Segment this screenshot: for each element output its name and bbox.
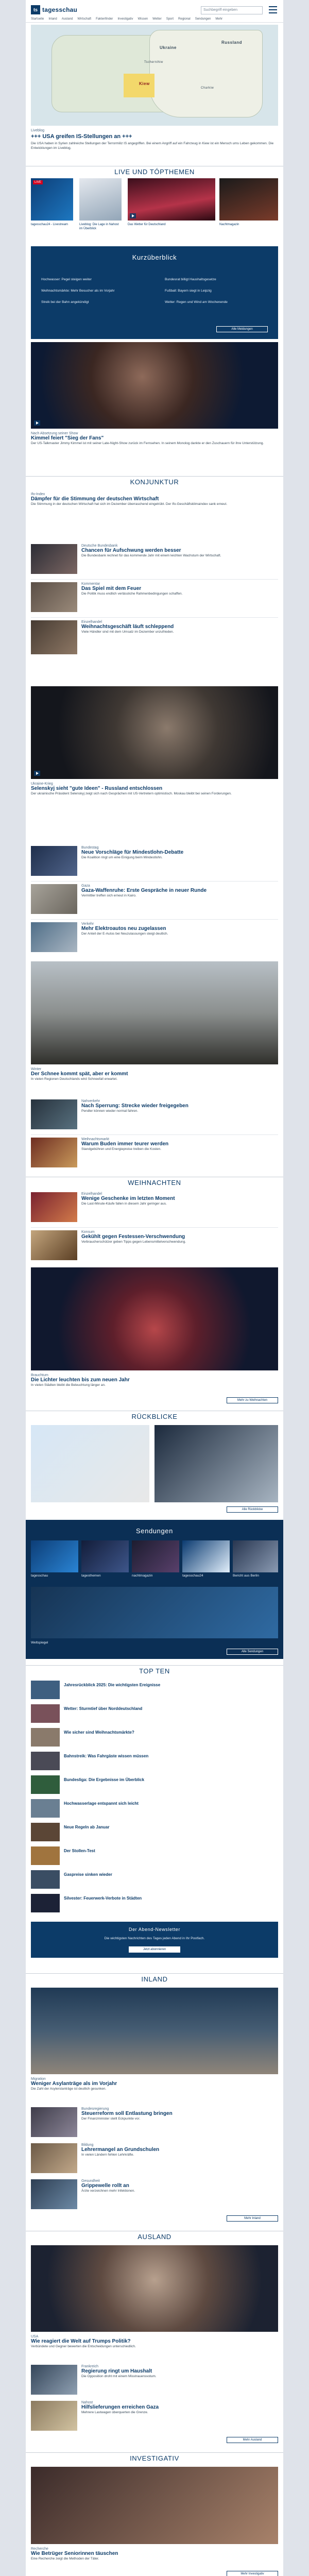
topten-headline[interactable]: Wie sicher sind Weihnachtsmärkte? — [64, 1730, 134, 1735]
feature-topline: Nach Absetzung seiner Show — [31, 432, 78, 435]
article-thumbnail — [31, 1752, 60, 1770]
sendung-tile[interactable] — [31, 1540, 78, 1572]
article-topline: Recherche — [31, 2547, 48, 2551]
section-divider — [26, 1973, 283, 1974]
rueckblick-image[interactable] — [31, 1425, 149, 1502]
topten-item[interactable] — [31, 1704, 278, 1725]
article-thumbnail — [31, 2365, 77, 2395]
article-headline[interactable]: Nach Sperrung: Strecke wieder freigegeben — [81, 1103, 188, 1109]
article-topline: Bundesregierung — [81, 2107, 109, 2111]
live-tile[interactable] — [128, 178, 215, 221]
article-headline[interactable]: Neue Vorschläge für Mindestlohn-Debatte — [81, 850, 184, 855]
live-tile[interactable] — [219, 178, 278, 221]
topten-headline[interactable]: Hochwasserlage entspannt sich leicht — [64, 1801, 139, 1806]
section-title-investigativ: INVESTIGATIV — [130, 2454, 179, 2462]
article-topline: Einzelhandel — [81, 1192, 102, 1196]
topten-item[interactable] — [31, 1728, 278, 1749]
sendung-label[interactable]: nachtmagazin — [132, 1574, 153, 1578]
map-label: Tschernihiw — [144, 61, 163, 64]
section-title-konjunktur: KONJUNKTUR — [130, 478, 179, 486]
article-teaser: Die Politik muss endlich verlässliche Rahmenbedingungen schaffen. — [81, 592, 183, 596]
map-label: Ukraine — [160, 45, 177, 50]
article-row[interactable] — [31, 620, 278, 656]
nav-item[interactable]: Investigativ — [117, 18, 133, 21]
article-topline: Nahost — [81, 2401, 93, 2404]
map-label: Charkiw — [201, 87, 214, 90]
nav-item[interactable]: Inland — [48, 18, 57, 21]
topten-headline[interactable]: Bundesliga: Die Ergebnisse im Überblick — [64, 1777, 145, 1782]
article-thumbnail — [31, 846, 77, 876]
section-title-inland: INLAND — [141, 1975, 168, 1983]
article-headline[interactable]: Grippewelle rollt an — [81, 2183, 129, 2189]
kurz-item[interactable]: Streik bei der Bahn angekündigt — [41, 300, 89, 304]
topten-item[interactable] — [31, 1799, 278, 1820]
article-teaser: In vielen Städten bleibt die Beleuchtung länger an. — [31, 1383, 106, 1387]
sendung-label[interactable]: tagesschau24 — [182, 1574, 203, 1578]
article-row[interactable] — [31, 1230, 278, 1262]
live-tile[interactable] — [31, 178, 73, 221]
article-row[interactable] — [31, 544, 278, 576]
ausland-lead[interactable] — [31, 2335, 278, 2349]
feature-text[interactable] — [31, 432, 278, 446]
topten-item[interactable] — [31, 1823, 278, 1843]
kurz-item[interactable]: Bundesrat billigt Haushaltsgesetze — [165, 278, 216, 281]
logo-text: tagesschau — [42, 6, 78, 13]
article-row[interactable] — [31, 1099, 278, 1131]
section-title-weihnachten: WEIHNACHTEN — [128, 1179, 181, 1187]
article-headline[interactable]: Chancen für Aufschwung werden besser — [81, 548, 181, 553]
inland-image[interactable] — [31, 1988, 278, 2074]
kurz-item[interactable]: Fußball: Bayern siegt in Leipzig — [165, 289, 212, 293]
sendung-label[interactable]: Bericht aus Berlin — [233, 1574, 259, 1578]
logo-mark: ts — [31, 5, 40, 14]
article-headline[interactable]: Die Lichter leuchten bis zum neuen Jahr — [31, 1377, 130, 1383]
weihnachten-image[interactable] — [31, 1267, 278, 1370]
section-title-rueckblick: RÜCKBLICKE — [131, 1413, 178, 1420]
newsletter-box — [31, 1922, 278, 1958]
article-row[interactable] — [31, 1192, 278, 1224]
selensky-image[interactable] — [31, 686, 278, 779]
article-topline: Frankreich — [81, 2365, 99, 2368]
feature-image[interactable] — [31, 342, 278, 429]
article-thumbnail — [31, 2143, 77, 2173]
article-topline: Bundestag — [81, 846, 99, 850]
topten-item[interactable] — [31, 1870, 278, 1891]
topten-item[interactable] — [31, 1752, 278, 1772]
live-tile-caption[interactable]: Nachtmagazin — [219, 223, 239, 226]
nav-item[interactable]: Sport — [166, 18, 174, 21]
live-badge: LIVE — [33, 180, 43, 184]
investigativ-image[interactable] — [31, 2467, 278, 2544]
video-icon — [34, 420, 40, 426]
newsletter-text: Die wichtigsten Nachrichten des Tages jeden Abend in Ihr Postfach. — [104, 1937, 205, 1940]
main-navigation — [26, 15, 283, 23]
article-headline[interactable]: Hilfslieferungen erreichen Gaza — [81, 2404, 159, 2410]
kurz-item[interactable]: Hochwasser: Pegel steigen weiter — [41, 278, 92, 281]
live-tile[interactable] — [79, 178, 122, 221]
selensky-headline[interactable]: Selenskyj sieht "gute Ideen" - Russland entschlossen — [31, 786, 163, 791]
map-region — [149, 30, 263, 117]
investigativ-more-button[interactable]: Mehr Investigativ — [227, 2571, 278, 2576]
article-thumbnail — [31, 1799, 60, 1818]
article-thumbnail — [31, 1728, 60, 1747]
article-topline: Bildung — [81, 2143, 94, 2147]
inland-more-button[interactable]: Mehr Inland — [227, 2215, 278, 2222]
row-separator — [31, 617, 278, 618]
article-topline: Verkehr — [81, 922, 94, 926]
menu-icon[interactable] — [269, 6, 277, 13]
feature-headline[interactable]: Kimmel feiert "Sieg der Fans" — [31, 435, 104, 441]
article-teaser: Die Bundesbank rechnet für das kommende Jahr mit einem leichten Wachstum der Wirtschaft. — [81, 554, 221, 557]
article-topline: Deutsche Bundesbank — [81, 544, 118, 548]
section-title-ausland: AUSLAND — [138, 2233, 171, 2241]
search-input[interactable]: Suchbegriff eingeben — [201, 6, 263, 14]
article-teaser: Vermittler treffen sich erneut in Kairo. — [81, 894, 136, 897]
nav-item[interactable]: Wetter — [152, 18, 162, 21]
investigativ-text[interactable] — [31, 2547, 278, 2561]
article-thumbnail — [31, 884, 77, 914]
article-topline: Gesundheit — [81, 2179, 100, 2183]
topten-item[interactable] — [31, 1775, 278, 1796]
article-topline: Ifo-Index — [31, 493, 45, 496]
article-thumbnail — [31, 1138, 77, 1167]
article-teaser: In vielen Regionen Deutschlands wird Schneefall erwartet. — [31, 1077, 118, 1081]
article-thumbnail — [31, 2107, 77, 2137]
map-label: Russland — [221, 40, 243, 45]
hero-map[interactable] — [31, 25, 278, 126]
article-topline: Einzelhandel — [81, 620, 102, 624]
article-row[interactable] — [31, 2143, 278, 2175]
article-topline: Migration — [31, 2077, 46, 2081]
article-thumbnail — [31, 1230, 77, 1260]
article-headline[interactable]: Mehr Elektroautos neu zugelassen — [81, 926, 166, 931]
article-headline[interactable]: Weihnachtsgeschäft läuft schleppend — [81, 624, 174, 630]
rueckblick-more-button[interactable]: Alle Rückblicke — [227, 1506, 278, 1513]
hero-topline: Liveblog — [31, 129, 45, 132]
nav-item[interactable]: Wissen — [138, 18, 148, 21]
article-teaser: Ärzte verzeichnen mehr Infektionen. — [81, 2189, 135, 2193]
article-topline: Gaza — [81, 884, 90, 888]
article-headline[interactable]: Gekühlt gegen Festessen-Verschwendung — [81, 1234, 185, 1240]
inland-lead[interactable] — [31, 2077, 278, 2091]
article-topline: Kommentar — [81, 582, 100, 586]
article-thumbnail — [31, 620, 77, 654]
sendung-label[interactable]: tagesthemen — [81, 1574, 101, 1578]
ausland-image[interactable] — [31, 2245, 278, 2332]
article-row[interactable] — [31, 2107, 278, 2139]
article-row[interactable] — [31, 582, 278, 614]
selensky-text[interactable] — [31, 782, 278, 796]
article-thumbnail — [31, 1775, 60, 1794]
selensky-teaser: Der ukrainische Präsident Selenskyj zeigt sich nach Gesprächen mit US-Vertretern optimistisch. Moskau bleibt bei seinen Forderungen. — [31, 792, 232, 795]
sendung-tile[interactable] — [132, 1540, 179, 1572]
weihnachten-more-button[interactable]: Mehr zu Weihnachten — [227, 1397, 278, 1403]
selensky-topline: Ukraine-Krieg — [31, 782, 53, 786]
nav-item[interactable]: Regional — [178, 18, 191, 21]
article-teaser: Die Koalition ringt um eine Einigung beim Mindestlohn. — [81, 856, 163, 859]
article-teaser: Mehrere Lastwagen überquerten die Grenze. — [81, 2411, 148, 2414]
article-row[interactable] — [31, 2179, 278, 2211]
article-teaser: Eine Recherche zeigt die Methoden der Täter. — [31, 2557, 99, 2561]
section-divider — [26, 2452, 283, 2453]
article-row[interactable] — [31, 846, 278, 878]
weihnachten-text[interactable] — [31, 1374, 278, 1387]
article-row[interactable] — [31, 922, 278, 954]
article-teaser: In vielen Ländern fehlen Lehrkräfte. — [81, 2153, 134, 2157]
article-topline: Brauchtum — [31, 1374, 48, 1377]
nav-item[interactable]: Faktenfinder — [96, 18, 113, 21]
topten-item[interactable] — [31, 1894, 278, 1914]
nav-item[interactable]: Ausland — [61, 18, 73, 21]
row-separator — [31, 1134, 278, 1135]
nav-item[interactable]: Mehr — [215, 18, 223, 21]
article-row[interactable] — [31, 493, 278, 526]
article-thumbnail — [31, 1846, 60, 1865]
map-label: Kiew — [139, 81, 150, 86]
sendung-tile[interactable] — [31, 1587, 278, 1638]
section-divider — [26, 476, 283, 477]
article-headline[interactable]: Wie reagiert die Welt auf Trumps Politik? — [31, 2338, 131, 2344]
topten-headline[interactable]: Bahnstreik: Was Fahrgäste wissen müssen — [64, 1754, 149, 1758]
live-tile-caption[interactable]: Liveblog: Die Lage in Nahost im Überblick — [79, 223, 119, 230]
article-row[interactable] — [31, 2401, 278, 2433]
article-headline[interactable]: Wie Betrüger Seniorinnen täuschen — [31, 2551, 118, 2556]
article-row[interactable] — [31, 884, 278, 916]
section-title-live: LIVE UND TÓPTHEMEN — [114, 168, 195, 176]
article-teaser: Verbraucherschützer geben Tipps gegen Lebensmittelverschwendung. — [81, 1240, 186, 1244]
feature-teaser: Der US-Talkmaster Jimmy Kimmel ist mit seiner Late-Night-Show zurück im Fernsehen. In seinem Monolog dankte er den Zuschauern für ihre Unterstützung. — [31, 442, 264, 445]
winter-image[interactable] — [31, 961, 278, 1064]
article-headline[interactable]: Gaza-Waffenruhe: Erste Gespräche in neuer Runde — [81, 888, 207, 893]
sendung-label[interactable]: Weltspiegel — [31, 1641, 48, 1645]
section-title-sendungen: Sendungen — [136, 1527, 173, 1535]
hero-headline[interactable]: +++ USA greifen IS-Stellungen an +++ — [31, 133, 132, 140]
article-thumbnail — [31, 922, 77, 952]
topten-headline[interactable]: Wetter: Sturmtief über Norddeutschland — [64, 1706, 143, 1711]
site-logo[interactable] — [31, 5, 77, 14]
site-header — [26, 0, 283, 23]
hero-teaser: Die USA haben in Syrien zahlreiche Stellungen der Terrormiliz IS angegriffen. Bei einem Angriff auf ein Fahrzeug in Kiew ist ein Mensch ums Leben gekommen. Die Entwicklungen im Liveblog. — [31, 142, 274, 150]
winter-text[interactable] — [31, 1067, 278, 1081]
section-title-topten: TOP TEN — [139, 1667, 170, 1675]
article-thumbnail — [31, 1870, 60, 1889]
newsletter-subscribe-button[interactable]: Jetzt abonnieren — [129, 1946, 180, 1953]
article-thumbnail — [31, 1823, 60, 1841]
article-row[interactable] — [31, 2365, 278, 2397]
topten-item[interactable] — [31, 1846, 278, 1867]
article-thumbnail — [31, 1704, 60, 1723]
rueckblick-image[interactable] — [154, 1425, 278, 1502]
sendung-tile[interactable] — [81, 1540, 129, 1572]
article-teaser: Der Finanzminister stellt Eckpunkte vor. — [81, 2117, 141, 2121]
article-teaser: Standgebühren und Energiepreise treiben die Kosten. — [81, 1147, 162, 1151]
article-headline[interactable]: Dämpfer für die Stimmung der deutschen Wirtschaft — [31, 496, 159, 502]
sendungen-band — [26, 1520, 283, 1659]
kurzueberblick-box — [31, 246, 278, 339]
nav-item[interactable]: Wirtschaft — [77, 18, 92, 21]
sendung-label[interactable]: tagesschau — [31, 1574, 48, 1578]
topten-headline[interactable]: Neue Regeln ab Januar — [64, 1825, 110, 1829]
topten-headline[interactable]: Silvester: Feuerwerk-Verbote in Städten — [64, 1896, 142, 1901]
article-thumbnail — [31, 582, 77, 612]
article-headline[interactable]: Lehrermangel an Grundschulen — [81, 2147, 160, 2153]
sendung-tile[interactable] — [233, 1540, 278, 1572]
article-teaser: Die Last-Minute-Käufe fallen in diesem Jahr geringer aus. — [81, 1202, 167, 1206]
section-divider — [26, 1665, 283, 1666]
article-headline[interactable]: Regierung ringt um Haushalt — [81, 2368, 152, 2374]
sendung-tile[interactable] — [182, 1540, 230, 1572]
row-separator — [31, 1227, 278, 1228]
topten-headline[interactable]: Jahresrückblick 2025: Die wichtigsten Ereignisse — [64, 1683, 161, 1687]
newsletter-title: Der Abend-Newsletter — [128, 1927, 181, 1932]
live-tile-caption[interactable]: Das Wetter für Deutschland — [128, 223, 166, 226]
article-topline: Weihnachtsmarkt — [81, 1138, 109, 1141]
article-teaser: Der Anteil der E-Autos bei Neuzulassungen steigt deutlich. — [81, 932, 168, 936]
video-icon — [34, 771, 40, 776]
article-thumbnail — [31, 2401, 77, 2431]
article-teaser: Die Zahl der Asylerstanträge ist deutlich gesunken. — [31, 2087, 107, 2091]
article-topline: Nahverkehr — [81, 1099, 100, 1103]
article-teaser: Viele Händler sind mit dem Umsatz im Dezember unzufrieden. — [81, 630, 174, 634]
kurz-item[interactable]: Weihnachtsmärkte: Mehr Besucher als im Vorjahr — [41, 289, 115, 293]
article-thumbnail — [31, 1894, 60, 1912]
article-thumbnail — [31, 544, 77, 574]
video-icon — [130, 213, 136, 218]
topten-item[interactable] — [31, 1681, 278, 1701]
topten-headline[interactable]: Der Stollen-Test — [64, 1849, 95, 1853]
article-thumbnail — [31, 1681, 60, 1699]
row-separator — [31, 579, 278, 580]
nav-item[interactable]: Startseite — [31, 18, 44, 21]
article-topline: Winter — [31, 1067, 42, 1071]
row-separator — [31, 881, 278, 882]
ausland-more-button[interactable]: Mehr Ausland — [227, 2437, 278, 2443]
article-thumbnail — [31, 2179, 77, 2209]
article-topline: USA — [31, 2335, 39, 2338]
article-teaser: Die Stimmung in der deutschen Wirtschaft hat sich im Dezember überraschend eingetrübt. Der Ifo-Geschäftsklimaindex sank erneut. — [31, 502, 228, 506]
sendungen-more-button[interactable]: Alle Sendungen — [227, 1649, 278, 1655]
article-teaser: Pendler können wieder normal fahren. — [81, 1109, 139, 1113]
article-headline[interactable]: Steuerreform soll Entlastung bringen — [81, 2111, 173, 2116]
article-headline[interactable]: Warum Buden immer teurer werden — [81, 1141, 169, 1147]
article-headline[interactable]: Weniger Asylanträge als im Vorjahr — [31, 2081, 117, 2087]
hero-text[interactable] — [31, 129, 278, 150]
kurz-item[interactable]: Wetter: Regen und Wind am Wochenende — [165, 300, 228, 304]
kurz-more-button[interactable]: Alle Meldungen — [216, 326, 268, 332]
article-teaser: Verbündete und Gegner bewerten die Entscheidungen unterschiedlich. — [31, 2345, 136, 2348]
section-title-kurzueberblick: Kurzüberblick — [132, 253, 177, 261]
live-tile-caption[interactable]: tagesschau24 - Livestream — [31, 223, 68, 226]
page-container — [26, 0, 283, 2576]
article-thumbnail — [31, 1099, 77, 1129]
article-headline[interactable]: Wenige Geschenke im letzten Moment — [81, 1196, 175, 1201]
article-row[interactable] — [31, 1138, 278, 1170]
row-separator — [31, 919, 278, 920]
article-headline[interactable]: Das Spiel mit dem Feuer — [81, 586, 142, 591]
article-topline: Konsum — [81, 1230, 95, 1234]
article-thumbnail — [31, 1192, 77, 1222]
article-teaser: Die Opposition droht mit einem Misstrauensvotum. — [81, 2375, 157, 2378]
nav-item[interactable]: Sendungen — [195, 18, 211, 21]
topten-headline[interactable]: Gaspreise sinken wieder — [64, 1872, 112, 1877]
article-headline[interactable]: Der Schnee kommt spät, aber er kommt — [31, 1071, 128, 1077]
